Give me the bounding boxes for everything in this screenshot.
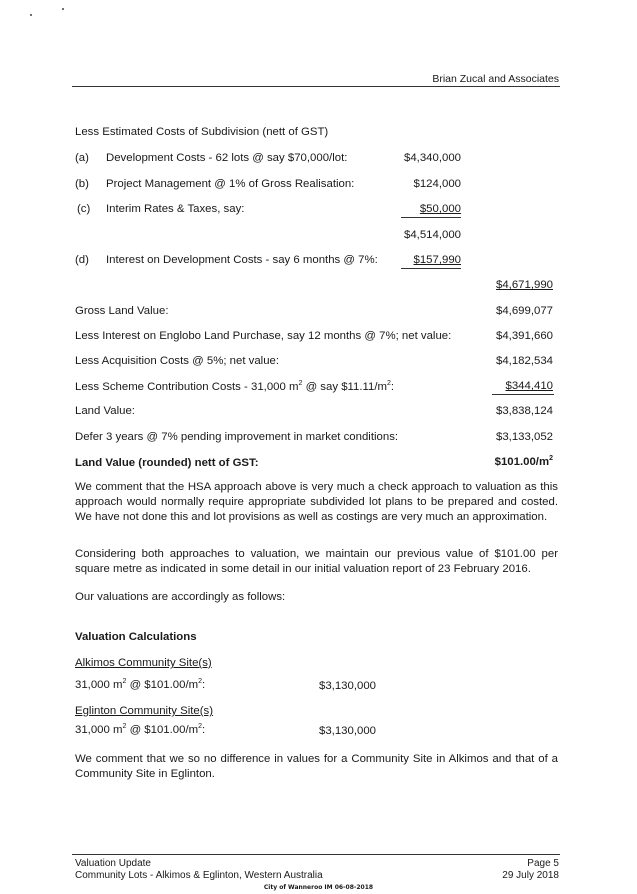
alkimos-site-value: $3,130,000 [319,680,377,692]
alkimos-site-heading: Alkimos Community Site(s) [75,657,212,669]
alkimos-calc-sup1: 2 [122,678,127,685]
eglinton-calc-rate: @ $101.00/m [126,723,199,736]
gross-land-value: $4,699,077 [495,305,553,317]
cost-item-b-text: Project Management @ 1% of Gross Realisation: [106,178,355,190]
alkimos-calc-rate: @ $101.00/m [126,678,199,691]
alkimos-calc-area: 31,000 m [75,678,123,691]
rounded-sup: 2 [549,455,553,462]
paragraph-valuations-intro: Our valuations are accordingly as follows: [75,591,286,603]
header-rule [72,86,560,87]
cost-item-d-value: $157,990 [413,254,461,266]
eglinton-calc-sup1: 2 [122,723,127,730]
cost-item-b-label: (b) [75,178,89,190]
scheme-contribution-value: $344,410 [505,380,553,392]
acquisition-costs-value: $4,182,534 [495,355,553,367]
paragraph-approaches: Considering both approaches to valuation, we maintain our previous value of $101.00 per square metre as indicated in some detail in our initial valuation report of 23 February 2016. [75,548,558,575]
cost-item-a-label: (a) [75,152,89,164]
scheme-sup1: 2 [298,380,303,387]
alkimos-calc-sup2: 2 [198,678,203,685]
scan-speck [30,14,32,16]
acquisition-costs-label: Less Acquisition Costs @ 5%; net value: [75,355,280,367]
scheme-sup2: 2 [387,380,391,387]
cost-item-d-label: (d) [75,254,89,266]
footer-records-stamp: City of Wanneroo IM 06-08-2018 [263,884,374,891]
gross-land-value-label: Gross Land Value: [75,305,169,317]
scan-speck [62,8,64,10]
cost-item-b-value: $124,000 [413,178,461,190]
header-firm-name: Brian Zucal and Associates [432,73,559,85]
land-value-label: Land Value: [75,405,135,417]
paragraph-hsa-approach: We comment that the HSA approach above is very much a check approach to valuation as this approach would normally require appropriate subdivided lot plans to be prepared and costed. We have not done this and lot provisions as well as costings are very much an approximation. [75,481,558,523]
scheme-label-part3: : [390,380,395,393]
paragraph-no-difference: We comment that we so no difference in values for a Community Site in Alkimos and that of a Community Site in Eglinton. [75,753,558,780]
englobo-interest-value: $4,391,660 [495,330,553,342]
footer-page-number: Page 5 [527,858,559,869]
footer-document-title: Valuation Update [75,858,151,869]
eglinton-site-calculation [75,723,205,736]
cost-c-underline-rule [401,217,461,218]
eglinton-calc-sup2: 2 [198,723,203,730]
defer-value: $3,133,052 [495,431,553,443]
cost-item-c-value: $50,000 [419,203,461,215]
calculations-heading: Valuation Calculations [75,631,197,643]
eglinton-site-heading: Eglinton Community Site(s) [75,705,214,717]
cost-item-c-text: Interim Rates & Taxes, say: [106,203,245,215]
rounded-value: $101.00/m [494,455,550,468]
footer-document-subtitle: Community Lots - Alkimos & Eglinton, Western Australia [75,870,323,881]
cost-d-underline-rule [401,268,461,269]
cost-item-a-text: Development Costs - 62 lots @ say $70,000/lot: [106,152,348,164]
scheme-underline-rule [492,394,554,395]
land-value-rounded-label: Land Value (rounded) nett of GST: [75,457,259,469]
eglinton-site-value: $3,130,000 [319,725,377,737]
scheme-label-part2: @ say $11.11/m [302,380,387,393]
alkimos-site-calculation [75,678,205,691]
costs-total: $4,671,990 [495,279,553,291]
costs-heading: Less Estimated Costs of Subdivision (nett of GST) [75,126,329,138]
defer-label: Defer 3 years @ 7% pending improvement in market conditions: [75,431,399,443]
footer-date: 29 July 2018 [502,870,559,881]
cost-item-d-text: Interest on Development Costs - say 6 months @ 7%: [106,254,378,266]
land-value-rounded [495,455,553,468]
cost-item-c-label: (c) [77,203,91,215]
scheme-label-part1: Less Scheme Contribution Costs - 31,000 m [75,380,299,393]
alkimos-calc-colon: : [202,678,206,691]
costs-subtotal: $4,514,000 [403,229,461,241]
cost-item-a-value: $4,340,000 [403,152,461,164]
footer-rule [72,854,560,855]
englobo-interest-label: Less Interest on Englobo Land Purchase, say 12 months @ 7%; net value: [75,330,452,342]
eglinton-calc-area: 31,000 m [75,723,123,736]
scheme-contribution-label [75,380,394,393]
eglinton-calc-colon: : [202,723,206,736]
land-value: $3,838,124 [495,405,553,417]
